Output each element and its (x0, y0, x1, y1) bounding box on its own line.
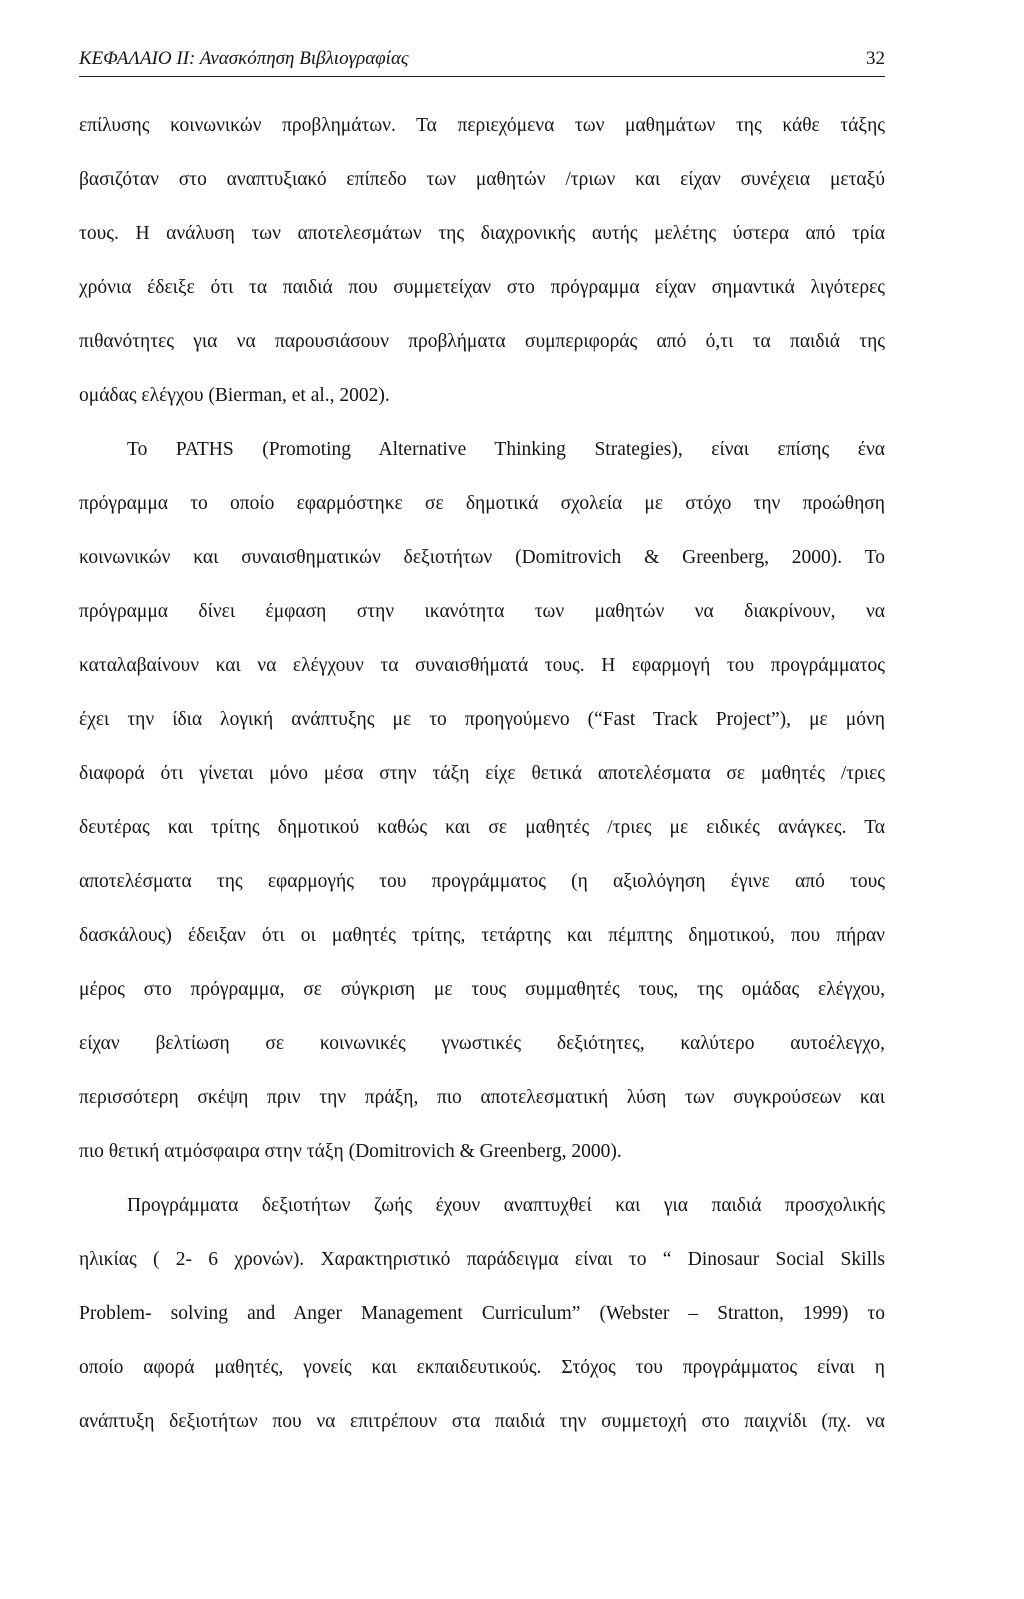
text-line: βασιζόταν στο αναπτυξιακό επίπεδο των μαθητών /τριων και είχαν συνέχεια μεταξύ (79, 169, 885, 190)
text-line: τους. Η ανάλυση των αποτελεσμάτων της διαχρονικής αυτής μελέτης ύστερα από τρία (79, 223, 885, 244)
text-line: διαφορά ότι γίνεται μόνο μέσα στην τάξη είχε θετικά αποτελέσματα σε μαθητές /τριες (79, 763, 885, 784)
text-line: περισσότερη σκέψη πριν την πράξη, πιο αποτελεσματική λύση των συγκρούσεων και (79, 1087, 885, 1108)
text-line: αποτελέσματα της εφαρμογής του προγράμματος (η αξιολόγηση έγινε από τους (79, 871, 885, 892)
text-line: πιθανότητες για να παρουσιάσουν προβλήματα συμπεριφοράς από ό,τι τα παιδιά της (79, 331, 885, 352)
text-line: πρόγραμμα δίνει έμφαση στην ικανότητα των μαθητών να διακρίνουν, να (79, 601, 885, 622)
text-line: επίλυσης κοινωνικών προβλημάτων. Τα περιεχόμενα των μαθημάτων της κάθε τάξης (79, 115, 885, 136)
text-line: δευτέρας και τρίτης δημοτικού καθώς και σε μαθητές /τριες με ειδικές ανάγκες. Τα (79, 817, 885, 838)
text-line: κοινωνικών και συναισθηματικών δεξιοτήτων (Domitrovich & Greenberg, 2000). Το (79, 547, 885, 568)
page-header (79, 44, 885, 77)
text-line: μέρος στο πρόγραμμα, σε σύγκριση με τους συμμαθητές τους, της ομάδας ελέγχου, (79, 979, 885, 1000)
text-line: Το PATHS (Promoting Alternative Thinking Strategies), είναι επίσης ένα (127, 439, 885, 460)
text-line: δασκάλους) έδειξαν ότι οι μαθητές τρίτης, τετάρτης και πέμπτης δημοτικού, που πήραν (79, 925, 885, 946)
text-line: πιο θετική ατμόσφαιρα στην τάξη (Domitrovich & Greenberg, 2000). (79, 1141, 622, 1162)
text-line: ηλικίας ( 2- 6 χρονών). Χαρακτηριστικό παράδειγμα είναι το “ Dinosaur Social Skills (79, 1249, 885, 1270)
page-number: 32 (866, 48, 885, 69)
text-line: οποίο αφορά μαθητές, γονείς και εκπαιδευτικούς. Στόχος του προγράμματος είναι η (79, 1357, 885, 1378)
text-line: Προγράμματα δεξιοτήτων ζωής έχουν αναπτυχθεί και για παιδιά προσχολικής (127, 1195, 885, 1216)
text-line: καταλαβαίνουν και να ελέγχουν τα συναισθήματά τους. Η εφαρμογή του προγράμματος (79, 655, 885, 676)
text-line: έχει την ίδια λογική ανάπτυξης με το προηγούμενο (“Fast Track Project”), με μόνη (79, 709, 885, 730)
chapter-title: ΚΕΦΑΛΑΙΟ ΙΙ: Ανασκόπηση Βιβλιογραφίας (79, 48, 409, 69)
text-line: ανάπτυξη δεξιοτήτων που να επιτρέπουν στα παιδιά την συμμετοχή στο παιχνίδι (πχ. να (79, 1411, 885, 1432)
text-line: ομάδας ελέγχου (Bierman, et al., 2002). (79, 385, 390, 406)
body-text (79, 104, 885, 1454)
text-line: είχαν βελτίωση σε κοινωνικές γνωστικές δεξιότητες, καλύτερο αυτοέλεγχο, (79, 1033, 885, 1054)
text-line: Problem- solving and Anger Management Curriculum” (Webster – Stratton, 1999) το (79, 1303, 885, 1324)
text-line: πρόγραμμα το οποίο εφαρμόστηκε σε δημοτικά σχολεία με στόχο την προώθηση (79, 493, 885, 514)
text-line: χρόνια έδειξε ότι τα παιδιά που συμμετείχαν στο πρόγραμμα είχαν σημαντικά λιγότερες (79, 277, 885, 298)
